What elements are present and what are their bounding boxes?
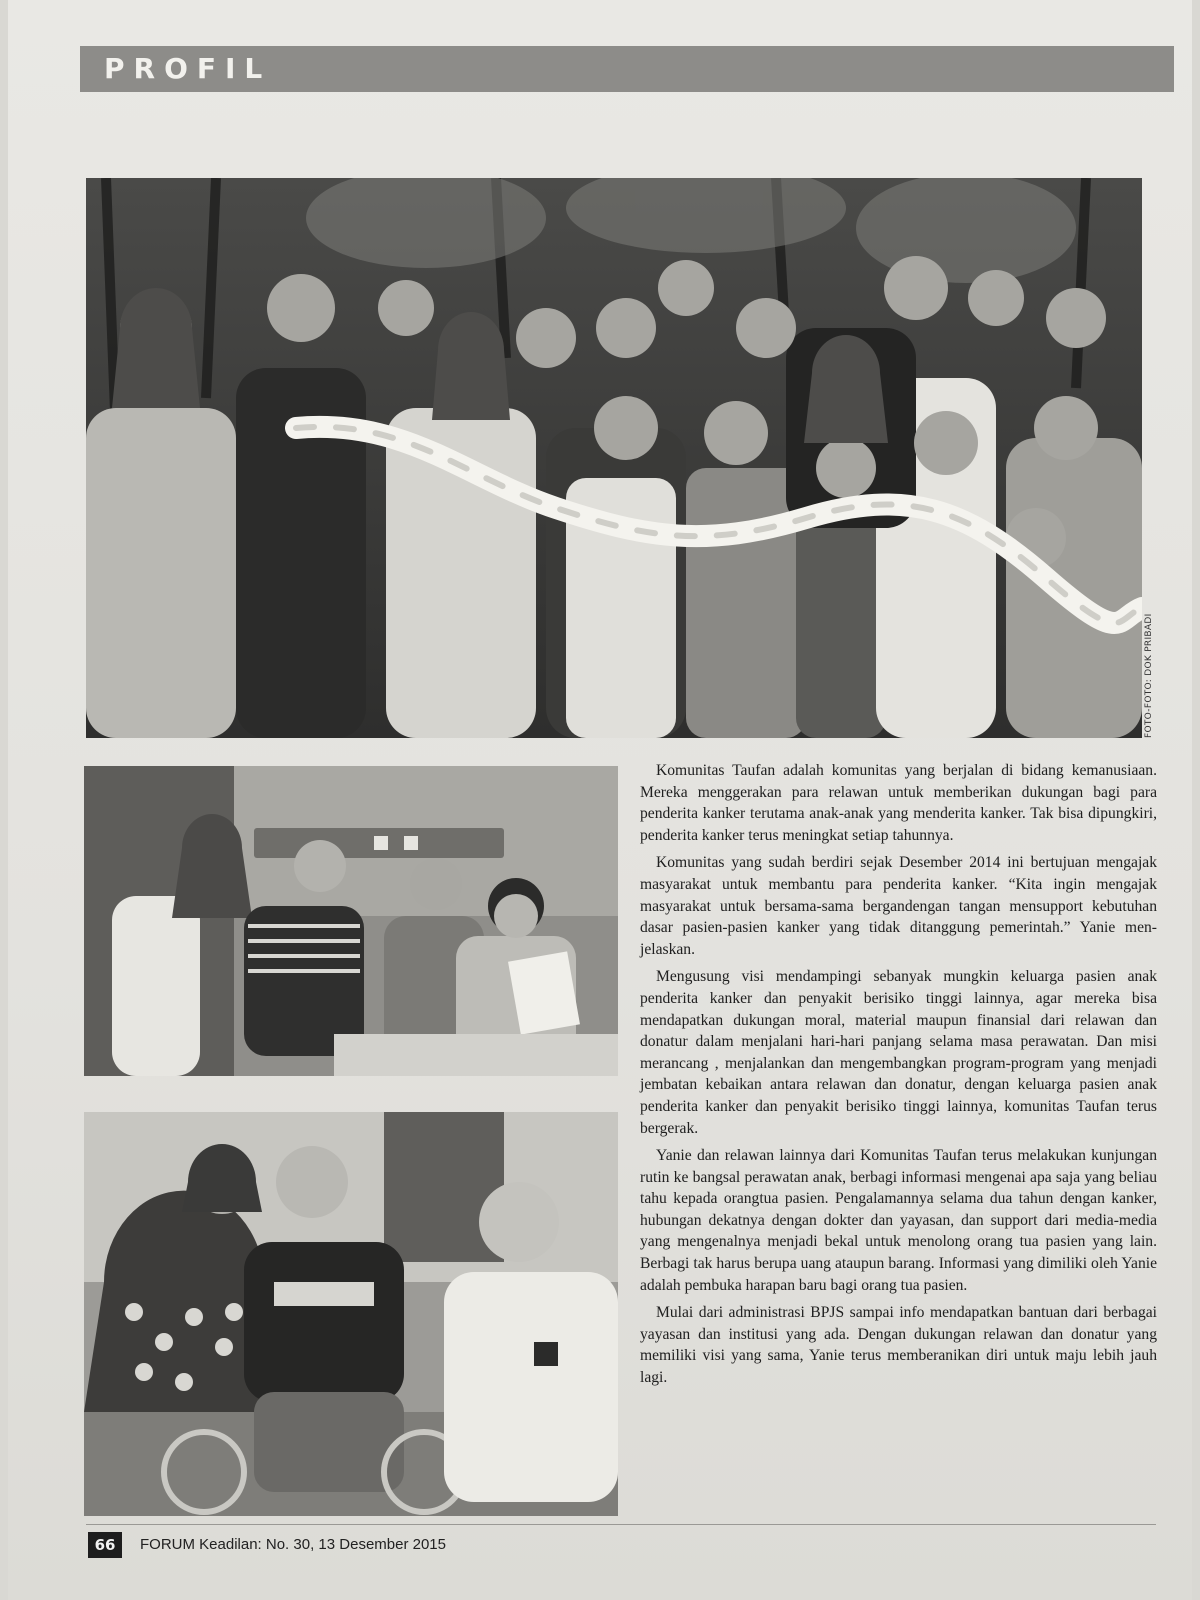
group-photo-illustration	[86, 178, 1142, 738]
article-body	[640, 760, 1157, 1395]
issue-info: : No. 30, 13 Desember 2015	[257, 1536, 446, 1553]
article-paragraph: Komunitas yang sudah berdiri sejak Desember 2014 ini bertujuan mengajak masyarakat untuk membantu para penderita kanker. “Kita ingin mengajak masyarakat untuk bersama-sama bergandengan tangan mensupport kebutuhan dasar pasien-pasien kanker yang tidak ditanggung pemerintah.” Yanie menjelaskan.	[640, 854, 1157, 958]
article-paragraph: Komunitas Taufan adalah komunitas yang berjalan di bidang kemanusiaan. Mereka menggerakan para relawan untuk memberikan dukungan bagi para penderita kanker terutama anak-anak yang menderita kanker. Tak bisa dipungkiri, penderita kanker terus meningkat setiap tahunnya.	[640, 762, 1157, 844]
article-paragraph: Yanie dan relawan lainnya dari Komunitas Taufan terus melakukan kunjungan rutin ke bangsal perawatan anak, berbagi informasi mengenai apa saja yang beliau tahu kepada orangtua pasien. Pengalamannya selama dua tahun dengan kanker, hubungan dekatnya dengan dokter dan yayasan, dan support dari media-media yang mengenalnya menjadi bekal untuk menolong orang tua pasien yang lain. Berbagi tak harus berupa uang ataupun barang. Informasi yang dimiliki oleh Yanie adalah pembuka harapan baru bagi orang tua pasien.	[640, 1147, 1157, 1294]
publication-name: FORUM Keadilan	[140, 1536, 258, 1553]
group-photo	[86, 178, 1142, 738]
hospital-visit-illustration	[84, 766, 618, 1076]
photo-credit: FOTO-FOTO: DOK PRIBADI	[1144, 613, 1154, 738]
hospital-visit-photo	[84, 766, 618, 1076]
footer-rule	[86, 1524, 1156, 1525]
article-paragraph: Mengusung visi mendampingi sebanyak mungkin keluarga pasien anak penderita kanker dan penyakit berisiko tinggi lainnya, agar mereka bisa mendapatkan dukungan moral, material maupun finansial dari relawan dan donatur dalam menjalani hari-hari panjang selama masa perawatan. Dan misi merancang , menjalankan dan mengembangkan program-program yang menjadi jembatan kebaikan antara relawan dan donatur, dengan keluarga pasien anak penderita kanker dan penyakit berisiko tinggi lainnya, komunitas Taufan terus bergerak.	[640, 968, 1157, 1137]
page-number: 66	[88, 1532, 122, 1558]
section-label: PROFIL	[104, 52, 272, 85]
wheelchair-patient-illustration	[84, 1112, 618, 1516]
wheelchair-patient-photo	[84, 1112, 618, 1516]
article-paragraph: Mulai dari administrasi BPJS sampai info mendapatkan bantuan dari berbagai yayasan dan institusi yang ada. Dengan dukungan relawan dan donatur yang memiliki visi yang sama, Yanie terus memberanikan diri untuk maju lebih jauh lagi.	[640, 1304, 1157, 1387]
footer-masthead	[140, 1533, 446, 1557]
